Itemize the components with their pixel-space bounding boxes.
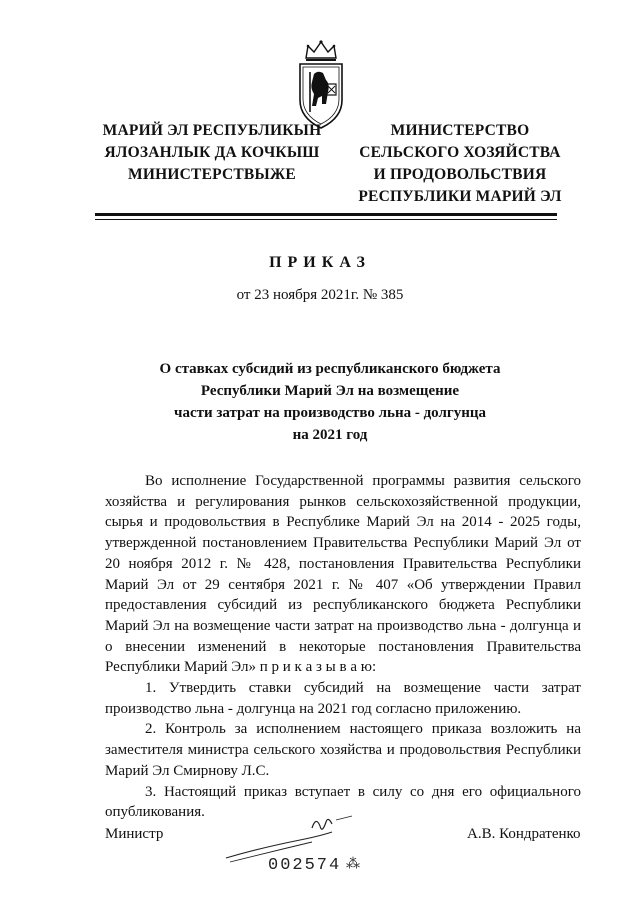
signatory-name: А.В. Кондратенко	[467, 826, 581, 842]
header-divider-thick	[95, 213, 557, 216]
coat-of-arms-emblem	[296, 38, 346, 130]
subject-line-2: Республики Марий Эл на возмещение	[200, 383, 460, 399]
header-right-block	[355, 120, 565, 208]
signatory-role: Министр	[105, 826, 164, 842]
order-title: ПРИКАЗ	[269, 254, 371, 271]
order-item-3: 3. Настоящий приказ вступает в силу со дня его официального опубликования.	[105, 783, 581, 821]
header-right-line-3: И ПРОДОВОЛЬСТВИЯ	[373, 166, 547, 183]
header-right-line-1: МИНИСТЕРСТВО	[390, 122, 530, 139]
header-left-line-1: МАРИЙ ЭЛ РЕСПУБЛИКЫН	[102, 122, 322, 139]
order-body	[105, 471, 581, 823]
header-left-line-2: ЯЛОЗАНЛЫК ДА КОЧКЫШ	[104, 144, 320, 161]
subject-line-1: О ставках субсидий из республиканского бюджета	[159, 361, 501, 377]
header-right-line-2: СЕЛЬСКОГО ХОЗЯЙСТВА	[359, 144, 561, 161]
preamble-paragraph	[105, 471, 581, 678]
header-right-line-4: РЕСПУБЛИКИ МАРИЙ ЭЛ	[358, 188, 562, 205]
order-item-2: 2. Контроль за исполнением настоящего приказа возложить на заместителя министра сельского хозяйства и продовольствия Республики Марий Эл Смирнову Л.С.	[105, 721, 581, 779]
header-divider-thin	[95, 219, 557, 220]
header-left-line-3: МИНИСТЕРСТВЫЖЕ	[128, 166, 296, 183]
order-subject	[120, 358, 540, 446]
preamble-command: п р и к а з ы в а ю:	[259, 659, 377, 676]
order-date-line: от 23 ноября 2021г. № 385	[236, 287, 404, 303]
subject-line-3: части затрат на производство льна - долгунца	[173, 405, 486, 421]
header-left-block	[92, 120, 332, 186]
preamble-text: Во исполнение Государственной программы развития сельского хозяйства и регулирования рынков сельскохозяйственной продукции, сырья и продовольствия в Республике Марий Эл на 2014 - 2025 годы, утвержденной постановлением Правительства Республики Марий Эл от 20 ноября 2012 г. № 428, постановления Правительства Республики Марий Эл от 29 сентября 2021 г. № 407 «Об утверждении Правил предоставления субсидий из республиканского бюджета Республики Марий Эл на возмещение части затрат на производство льна - долгунца и о внесении изменений в некоторые постановления Правительства Республики Марий Эл»	[105, 473, 581, 676]
serial-number: 002574	[268, 856, 342, 875]
order-item-1: 1. Утвердить ставки субсидий на возмещение части затрат производство льна - долгунца на 2021 год согласно приложению.	[105, 680, 581, 717]
serial-mark-icon: ⁂	[346, 857, 360, 872]
subject-line-4: на 2021 год	[292, 427, 368, 443]
